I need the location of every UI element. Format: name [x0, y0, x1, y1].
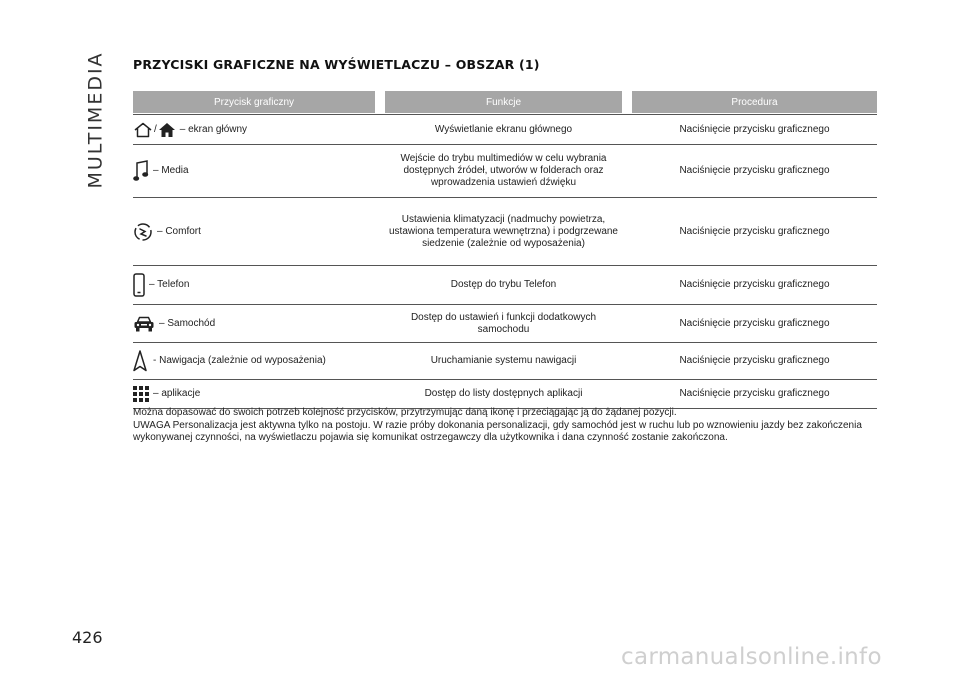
row-label: – Comfort [157, 225, 201, 237]
apps-grid-icon [133, 386, 149, 402]
page-number: 426 [72, 628, 103, 647]
phone-icon [133, 273, 145, 297]
table-row [133, 115, 877, 145]
note-warning: UWAGA Personalizacja jest aktywna tylko na postoju. W razie próby dokonania personalizacji, gdy samochód jest w ruchu lub po wznowieniu jazdy bez zakończenia wykonywanej czynności, na wyświetlaczu pojawia się komunikat ostrzegawczy dla użytkownika i dana czynność zostanie zakończona. [133, 419, 862, 443]
column-header-functions: Funkcje [385, 91, 622, 113]
row-procedure-cell: Naciśnięcie przycisku graficznego [679, 317, 830, 329]
row-button-cell [133, 198, 375, 265]
column-header-button: Przycisk graficzny [133, 91, 375, 113]
row-function-cell: Wejście do trybu multimediów w celu wybrania dostępnych źródeł, utworów w folderach oraz wprowadzenia ustawień dźwięku [400, 153, 607, 188]
row-button-cell [133, 343, 375, 379]
navigation-arrow-icon [133, 350, 147, 372]
table-row [133, 343, 877, 380]
column-header-procedure: Procedura [632, 91, 877, 113]
row-procedure-cell: Naciśnięcie przycisku graficznego [679, 225, 830, 237]
section-tab [78, 50, 114, 190]
row-function-cell: Dostęp do ustawień i funkcji dodatkowych samochodu [410, 311, 597, 335]
row-function-cell: Dostęp do trybu Telefon [450, 279, 557, 290]
row-procedure-cell: Naciśnięcie przycisku graficznego [679, 355, 830, 366]
table-row [133, 266, 877, 305]
row-button-cell [133, 380, 375, 408]
watermark: carmanualsonline.info [621, 644, 882, 670]
row-label: – Samochód [159, 317, 216, 329]
row-function-cell: Ustawienia klimatyzacji (nadmuchy powietrza, ustawiona temperatura wewnętrzna) i podgrzewane siedzenie (zależnie od wyposażenia) [388, 213, 618, 249]
table-header [133, 91, 877, 113]
row-label: – aplikacje [153, 388, 201, 399]
row-label: – ekran główny [179, 123, 248, 135]
table-row [133, 198, 877, 266]
climate-comfort-icon [133, 222, 153, 242]
row-function-cell: Uruchamianie systemu nawigacji [430, 355, 577, 366]
table-row [133, 305, 877, 343]
table-row [133, 145, 877, 198]
notes [133, 407, 877, 445]
table-row [133, 380, 877, 409]
row-label: - Nawigacja (zależnie od wyposażenia) [153, 355, 326, 366]
note-reorder: Można dopasować do swoich potrzeb kolejność przycisków, przytrzymując daną ikonę i przeciągając ją do żądanej pozycji. [133, 407, 677, 418]
row-function-cell: Wyświetlanie ekranu głównego [434, 123, 573, 135]
row-label: – Media [153, 165, 189, 176]
row-procedure-cell: Naciśnięcie przycisku graficznego [679, 165, 830, 176]
car-icon [133, 315, 155, 333]
row-button-cell [133, 115, 375, 144]
buttons-table [133, 114, 877, 409]
row-procedure-cell: Naciśnięcie przycisku graficznego [679, 279, 830, 290]
music-note-icon [133, 159, 149, 183]
icon-separator: / [154, 123, 157, 135]
row-procedure-cell: Naciśnięcie przycisku graficznego [679, 123, 830, 135]
row-function-cell: Dostęp do listy dostępnych aplikacji [424, 388, 583, 399]
home-filled-icon [158, 122, 176, 138]
row-button-cell [133, 266, 375, 304]
row-button-cell [133, 305, 375, 342]
home-outline-icon [133, 122, 153, 138]
page-title: PRZYCISKI GRAFICZNE NA WYŚWIETLACZU – OBSZAR (1) [133, 57, 540, 72]
section-tab-label: MULTIMEDIA [85, 51, 108, 189]
row-procedure-cell: Naciśnięcie przycisku graficznego [679, 388, 830, 399]
row-label: – Telefon [149, 279, 190, 290]
row-button-cell [133, 145, 375, 197]
